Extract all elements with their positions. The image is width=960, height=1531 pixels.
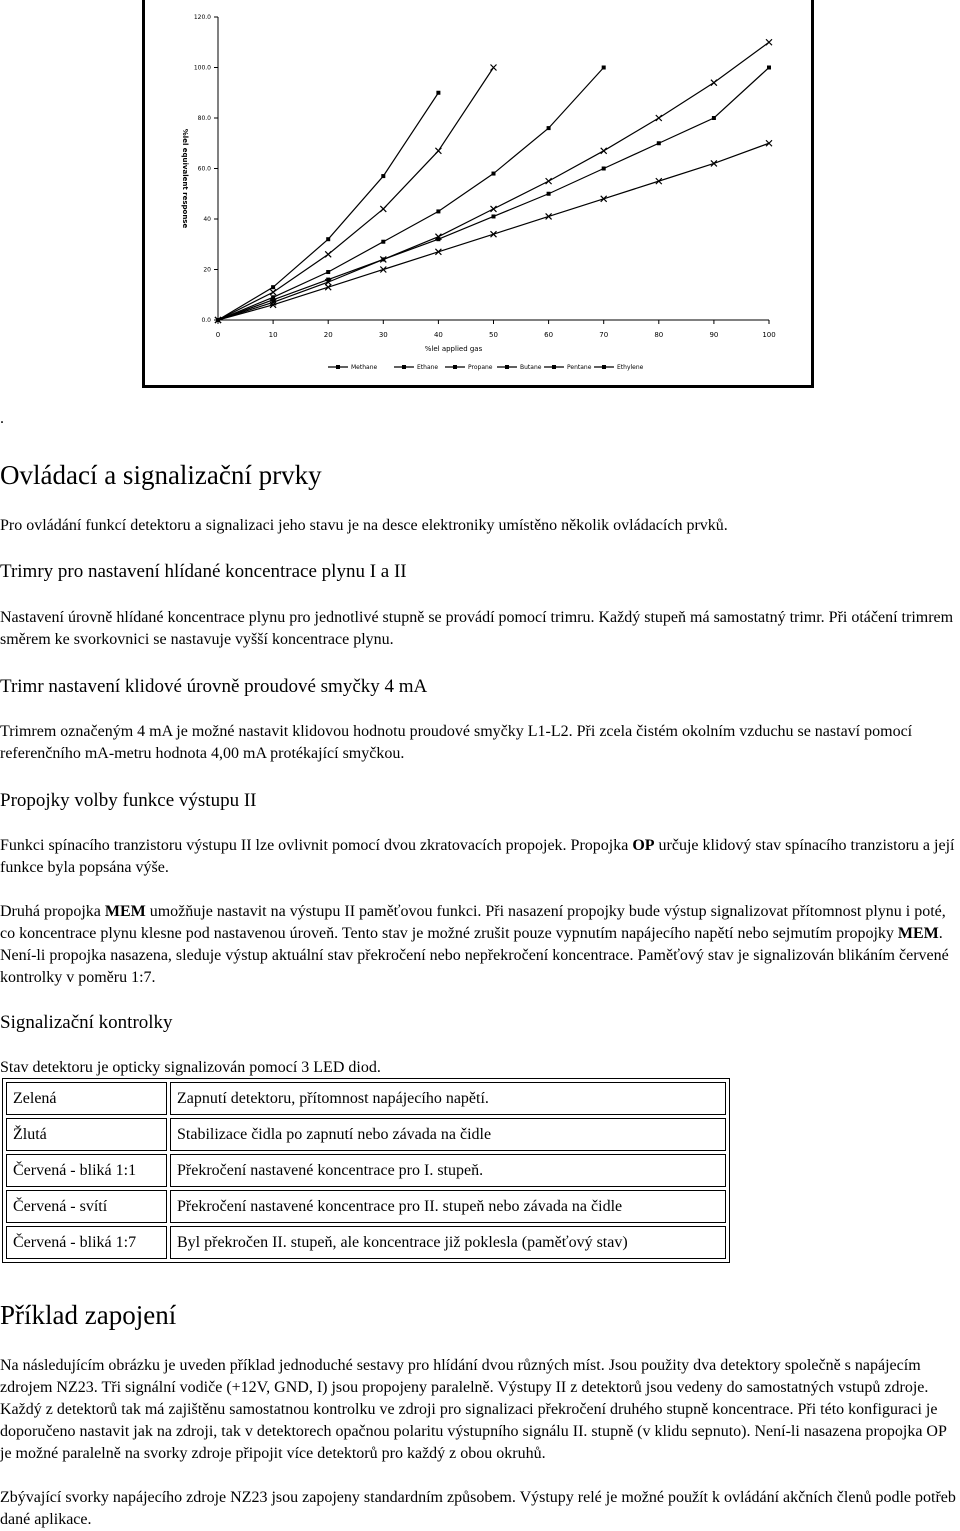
data-point (547, 192, 551, 196)
mem-text-2: umožňuje nastavit na výstupu II paměťovou funkci. Při nasazení propojky bude výstup signalizovat přítomnost plynu i poté, co koncentrace plynu klesne pod nastavenou úroveň. Tento stav je možné zrušit pouze vypnutím napájecího napětí nebo sejmutím propojky (0, 903, 946, 942)
led-state-cell: Červená - svítí (6, 1190, 167, 1223)
y-tick-label: 80.0 (197, 115, 211, 122)
heading-jumpers: Propojky volby funkce výstupu II (0, 790, 257, 811)
data-point (325, 251, 331, 257)
legend-marker (602, 365, 606, 369)
data-point (767, 66, 771, 70)
table-row (6, 1190, 726, 1223)
series-line-butane (218, 68, 494, 321)
x-tick-label: 70 (599, 331, 609, 339)
data-point (657, 141, 661, 145)
example-paragraph: Na následujícím obrázku je uveden příklad jednoduché sestavy pro hlídání dvou různých míst. Jsou použity dva detektory společně s napájecím zdrojem NZ23. Tři signální vodiče (+12V, GND, I) jsou propojeny paralelně. Výstupy II z detektorů jsou vedeny do samostatných vstupů zdroje. Každý z detektorů tak má zajištěnu samostatnou kontrolku ve zdroji pro signalizaci překročení druhého stupně koncentrace. Při této konfiguraci je doporučeno nastavit jak na zdroji, tak v detektorech opačnou polaritu výstupního signálu II. stupně (v klidu sepnuto). Není-li nasazena propojka OP je možné paralelně na svorky zdroje připojit více detektorů pro každý z obou okruhů. (0, 1357, 947, 1462)
legend-label: Methane (351, 364, 378, 371)
series-line-propane (218, 68, 604, 321)
x-tick-label: 40 (433, 331, 443, 339)
series-line-ethylene (218, 42, 769, 320)
y-axis-label: %lel equivalent response (181, 128, 189, 229)
x-axis-label: %lel applied gas (424, 345, 483, 353)
x-tick-label: 50 (489, 331, 498, 339)
led-state-cell: Žlutá (6, 1118, 167, 1151)
op-text-2: určuje klidový stav spínacího tranzistoru a její funkce byla popsána výše. (0, 837, 955, 876)
x-tick-label: 20 (323, 331, 333, 339)
data-point (601, 148, 607, 154)
data-point (271, 295, 275, 299)
data-point (602, 167, 606, 171)
table-row (6, 1154, 726, 1187)
trimmers-paragraph: Nastavení úrovně hlídané koncentrace plynu pro jednotlivé stupně se provádí pomocí trimru. Každý stupeň má samostatný trimr. Při otáčení trimrem směrem ke svorkovnici se nastavuje vyšší koncentrace plynu. (0, 609, 954, 648)
idle-level-paragraph: Trimrem označeným 4 mA je možné nastavit klidovou hodnotu proudové smyčky L1-L2. Při zcela čistém okolním vzduchu se nastaví pomocí referenčního mA-metru hodnota 4,00 mA protékající smyčkou. (0, 723, 913, 762)
mem-bold-1: MEM (104, 903, 146, 920)
data-point (326, 270, 330, 274)
x-tick-label: 10 (268, 331, 278, 339)
legend-label: Propane (468, 364, 493, 371)
data-point (435, 249, 441, 255)
table-row (6, 1082, 726, 1115)
heading-leds: Signalizační kontrolky (0, 1012, 173, 1033)
y-tick-label: 0.0 (201, 317, 211, 324)
series-line-ethane (218, 143, 769, 320)
led-meaning-cell: Překročení nastavené koncentrace pro II. stupeň nebo závada na čidle (170, 1190, 726, 1223)
led-state-cell: Červená - bliká 1:7 (6, 1226, 167, 1259)
table-row (6, 1118, 726, 1151)
data-point (380, 256, 386, 262)
leds-paragraph: Stav detektoru je opticky signalizován pomocí 3 LED diod. (0, 1059, 381, 1076)
legend-marker (402, 365, 406, 369)
intro-paragraph: Pro ovládání funkcí detektoru a signalizaci jeho stavu je na desce elektroniky umístěno několik ovládacích prvků. (0, 517, 728, 534)
x-tick-label: 60 (544, 331, 554, 339)
mem-text-3: . Není-li propojka nasazena, sleduje výstup aktuální stav překročení nebo nepřekročení koncentrace. Paměťový stav je signalizován blikáním červené kontrolky v poměru 1:7. (0, 925, 949, 986)
stray-dot: . (0, 410, 4, 427)
data-point (325, 284, 331, 290)
x-tick-label: 30 (378, 331, 388, 339)
data-point (436, 91, 440, 95)
led-state-cell: Zelená (6, 1082, 167, 1115)
x-tick-label: 0 (215, 331, 221, 339)
data-point (711, 160, 717, 166)
data-point (270, 289, 276, 295)
data-point (436, 209, 440, 213)
data-point (492, 172, 496, 176)
data-point (380, 206, 386, 212)
data-point (491, 65, 497, 71)
op-jumper-paragraph (0, 835, 958, 879)
y-tick-label: 40 (203, 216, 211, 223)
x-tick-label: 80 (654, 331, 664, 339)
led-meaning-cell: Překročení nastavené koncentrace pro I. stupeň. (170, 1154, 726, 1187)
led-meaning-cell: Zapnutí detektoru, přítomnost napájecího napětí. (170, 1082, 726, 1115)
data-point (602, 66, 606, 70)
led-table (2, 1078, 730, 1263)
data-point (381, 174, 385, 178)
mem-jumper-paragraph (0, 901, 958, 989)
data-point (546, 178, 552, 184)
heading-controls: Ovládací a signalizační prvky (0, 460, 322, 490)
data-point (656, 178, 662, 184)
led-meaning-cell: Byl překročen II. stupeň, ale koncentrace již poklesla (paměťový stav) (170, 1226, 726, 1259)
data-point (711, 80, 717, 86)
legend-label: Butane (520, 364, 542, 371)
chart-figure (142, 0, 814, 388)
data-point (435, 148, 441, 154)
x-tick-label: 100 (762, 331, 776, 339)
example-paragraph-2: Zbývající svorky napájecího zdroje NZ23 jsou zapojeny standardním způsobem. Výstupy relé je možné použít k ovládání akčních členů podle potřeb dané aplikace. (0, 1489, 956, 1528)
legend-label: Pentane (567, 364, 592, 371)
mem-text-1: Druhá propojka (0, 903, 105, 920)
mem-bold-2: MEM (897, 925, 939, 942)
data-point (547, 126, 551, 130)
y-tick-label: 60.0 (197, 165, 211, 173)
data-point (381, 240, 385, 244)
heading-idle-level: Trimr nastavení klidové úrovně proudové smyčky 4 mA (0, 676, 428, 697)
op-bold: OP (632, 837, 655, 854)
gas-response-chart (145, 0, 811, 385)
data-point (380, 267, 386, 273)
y-tick-label: 100.0 (193, 64, 211, 72)
data-point (656, 115, 662, 121)
heading-trimmers: Trimry pro nastavení hlídané koncentrace plynu I a II (0, 561, 407, 582)
x-tick-label: 90 (709, 331, 719, 339)
legend-marker (453, 365, 457, 369)
series-line-methane (218, 68, 769, 321)
series-line-pentane (218, 93, 438, 320)
legend-marker (336, 365, 340, 369)
data-point (271, 285, 275, 289)
legend-marker (505, 365, 509, 369)
led-state-cell: Červená - bliká 1:1 (6, 1154, 167, 1187)
data-point (491, 206, 497, 212)
data-point (326, 237, 330, 241)
legend-label: Ethane (417, 364, 439, 371)
data-point (712, 116, 716, 120)
legend-marker (552, 365, 556, 369)
data-point (601, 196, 607, 202)
data-point (546, 213, 552, 219)
data-point (766, 140, 772, 146)
led-meaning-cell: Stabilizace čidla po zapnutí nebo závada na čidle (170, 1118, 726, 1151)
table-row (6, 1226, 726, 1259)
data-point (491, 231, 497, 237)
op-text-1: Funkci spínacího tranzistoru výstupu II lze ovlivnit pomocí dvou zkratovacích propojek. Propojka (0, 837, 633, 854)
y-tick-label: 120.0 (193, 14, 211, 21)
data-point (766, 39, 772, 45)
y-tick-label: 20 (203, 266, 211, 274)
data-point (492, 214, 496, 218)
heading-example: Příklad zapojení (0, 1300, 177, 1330)
legend-label: Ethylene (617, 364, 644, 371)
